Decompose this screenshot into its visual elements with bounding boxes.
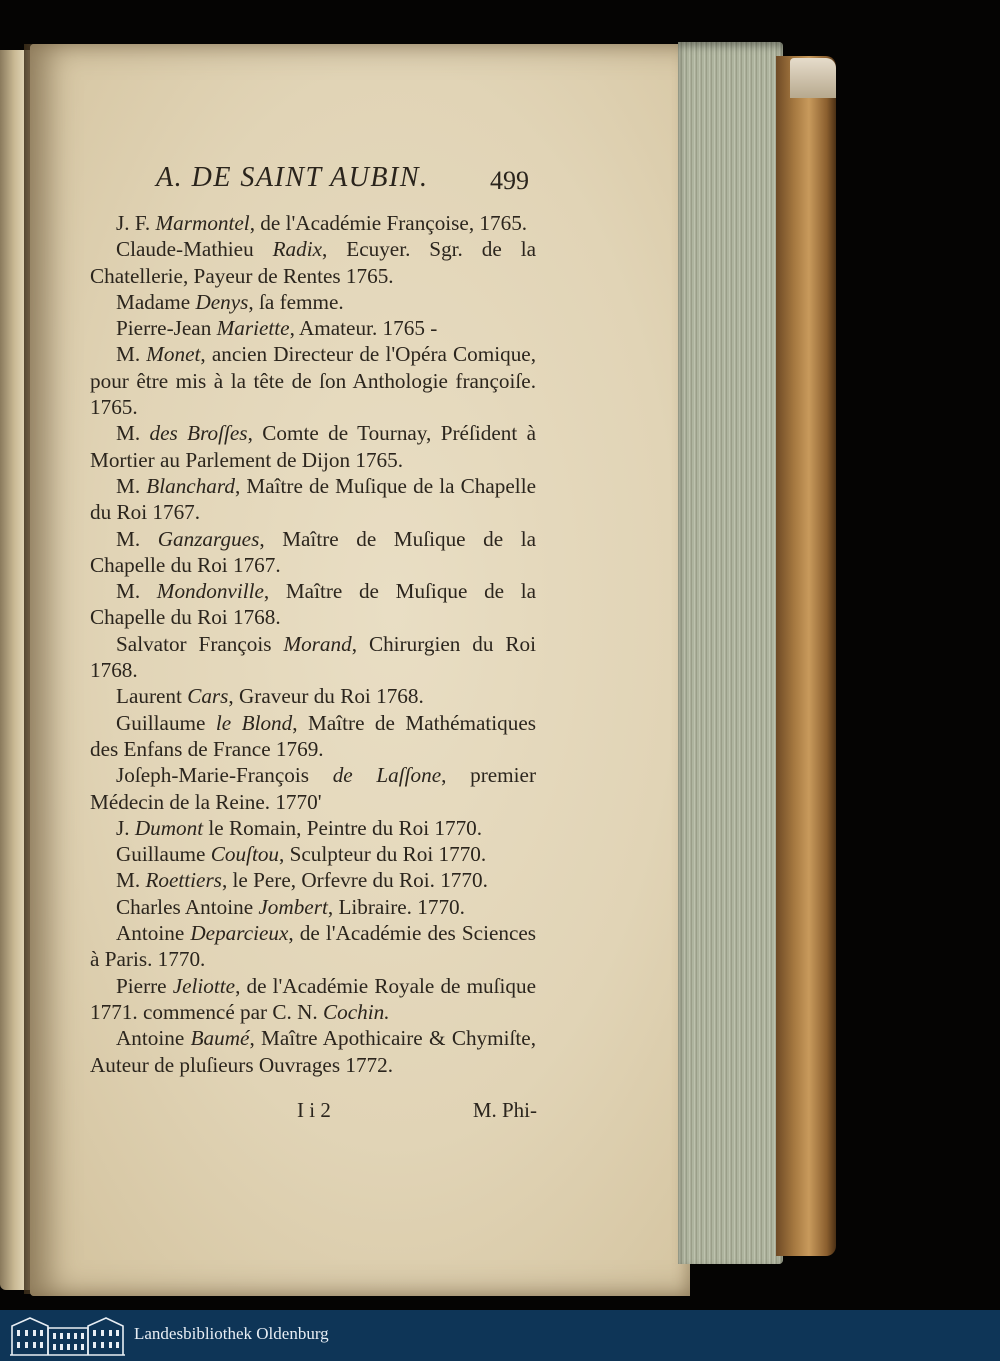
- list-item: [90, 631, 536, 684]
- list-item: [90, 341, 536, 420]
- entry-prefix: Laurent: [116, 684, 188, 709]
- entry-prefix: Antoine: [116, 1026, 191, 1051]
- list-item: [90, 420, 536, 473]
- entry-name: Jombert: [258, 894, 328, 919]
- entry-prefix: M.: [116, 421, 150, 446]
- library-footer: [0, 1310, 1000, 1361]
- list-item: [90, 973, 536, 1026]
- entry-name: Denys: [195, 289, 249, 314]
- entry-name: Radix: [272, 237, 323, 262]
- list-item: [90, 762, 536, 815]
- list-item: [90, 526, 536, 579]
- entry-suffix: , Ecuyer. Sgr. de la Chatellerie, Payeur de Rentes 1765.: [90, 237, 536, 288]
- list-item: [90, 815, 536, 841]
- library-name: Landesbibliothek Oldenburg: [134, 1324, 329, 1343]
- list-item: [90, 841, 536, 867]
- entry-name: des Broſſes: [149, 421, 248, 446]
- catchword: M. Phi-: [472, 1098, 537, 1122]
- entry-suffix: , ancien Directeur de l'Opéra Comique, pour être mis à la tête de ſon Anthologie françoiſe. 1765.: [90, 342, 537, 420]
- entry-suffix: , Maître de Muſique de la Chapelle du Roi 1768.: [90, 579, 537, 630]
- entry-prefix: Salvator François: [116, 631, 284, 656]
- page-number: 499: [490, 166, 529, 195]
- entry-suffix: , ſa femme.: [248, 289, 344, 314]
- entry-suffix: , Comte de Tournay, Préſident à Mortier au Parlement de Dijon 1765.: [90, 421, 536, 472]
- entry-suffix: , Libraire. 1770.: [327, 894, 465, 919]
- list-item: [90, 578, 536, 631]
- entry-prefix: J. F.: [116, 211, 156, 235]
- entry-name: Mariette: [216, 316, 290, 341]
- entry-name: Blanchard: [146, 473, 235, 498]
- signature-mark: I i 2: [297, 1098, 331, 1122]
- entry-prefix: J.: [116, 815, 135, 840]
- entry-name: Couſtou: [210, 842, 280, 867]
- entry-prefix: Antoine: [116, 921, 191, 946]
- entry-name: Cochin.: [323, 999, 390, 1024]
- running-head: A. DE SAINT AUBIN.: [156, 162, 429, 193]
- list-item: [90, 1025, 536, 1078]
- entry-name: Dumont: [134, 815, 204, 840]
- entry-suffix: , Maître de Muſique de la Chapelle du Roi 1767.: [90, 526, 536, 577]
- entry-suffix: , premier Médecin de la Reine. 1770': [90, 763, 536, 814]
- entry-prefix: M.: [116, 526, 158, 551]
- list-item: [90, 473, 536, 526]
- page-header: [148, 160, 538, 200]
- entry-prefix: Guillaume: [116, 842, 211, 867]
- entry-suffix: , Maître de Mathématiques des Enfans de France 1769.: [90, 710, 536, 761]
- entry-name: Ganzargues: [157, 526, 260, 551]
- entry-name: Cars: [187, 684, 229, 709]
- entry-name: Monet: [146, 342, 201, 367]
- entry-name: Roettiers: [145, 868, 222, 893]
- list-item: [90, 236, 536, 289]
- entry-suffix: , Maître Apothicaire & Chymiſte, Auteur de pluſieurs Ouvrages 1772.: [90, 1026, 536, 1077]
- list-item: [90, 315, 536, 341]
- entry-prefix: M.: [116, 579, 157, 604]
- list-item: [90, 289, 536, 315]
- entry-prefix: Joſeph-Marie-François: [116, 763, 333, 788]
- entry-name: Jeliotte: [172, 973, 236, 998]
- entry-name: Baumé: [190, 1026, 250, 1051]
- entry-prefix: Pierre: [116, 973, 173, 998]
- entry-name: le Blond: [215, 710, 293, 735]
- entry-name: Marmontel: [155, 211, 250, 235]
- list-item: [90, 867, 536, 893]
- entry-prefix: M.: [116, 473, 147, 498]
- entry-suffix: , Chirurgien du Roi 1768.: [90, 631, 537, 683]
- entry-prefix: Madame: [116, 289, 196, 314]
- page-foot: [297, 1098, 537, 1126]
- entry-prefix: Guillaume: [116, 710, 216, 735]
- entry-name: Deparcieux: [190, 921, 289, 946]
- entry-suffix: , le Pere, Orfevre du Roi. 1770.: [221, 868, 488, 893]
- page-block-edges: [678, 42, 783, 1264]
- entry-suffix: , Maître de Muſique de la Chapelle du Roi 1767.: [90, 473, 536, 525]
- entry-suffix: , Amateur. 1765 -: [289, 316, 438, 341]
- entry-prefix: Pierre-Jean: [116, 316, 217, 341]
- list-item: [90, 920, 536, 973]
- entry-suffix: , Sculpteur du Roi 1770.: [279, 842, 487, 867]
- entry-suffix: le Romain, Peintre du Roi 1770.: [203, 815, 483, 840]
- list-item: [90, 683, 536, 709]
- entry-prefix: Claude-Mathieu: [116, 237, 273, 262]
- entry-name: Mondonville: [156, 579, 264, 604]
- list-item: [90, 710, 536, 763]
- list-item: [90, 210, 536, 236]
- entry-suffix: , de l'Académie Royale de muſique 1771. commencé par C. N.: [90, 973, 537, 1024]
- entry-prefix: M.: [116, 342, 147, 367]
- library-building-logo: [10, 1314, 125, 1357]
- entry-name: Morand: [283, 631, 352, 656]
- subscriber-list: [90, 210, 536, 1078]
- entry-suffix: , Graveur du Roi 1768.: [228, 684, 424, 709]
- book-cover-edge: [776, 56, 836, 1256]
- entry-name: de Laſſone: [332, 763, 442, 788]
- list-item: [90, 894, 536, 920]
- entry-prefix: M.: [116, 868, 146, 893]
- entry-prefix: Charles Antoine: [116, 894, 259, 919]
- entry-suffix: , de l'Académie des Sciences à Paris. 1770.: [90, 921, 537, 972]
- cover-corner: [790, 58, 836, 98]
- entry-suffix: , de l'Académie Françoise, 1765.: [249, 211, 528, 235]
